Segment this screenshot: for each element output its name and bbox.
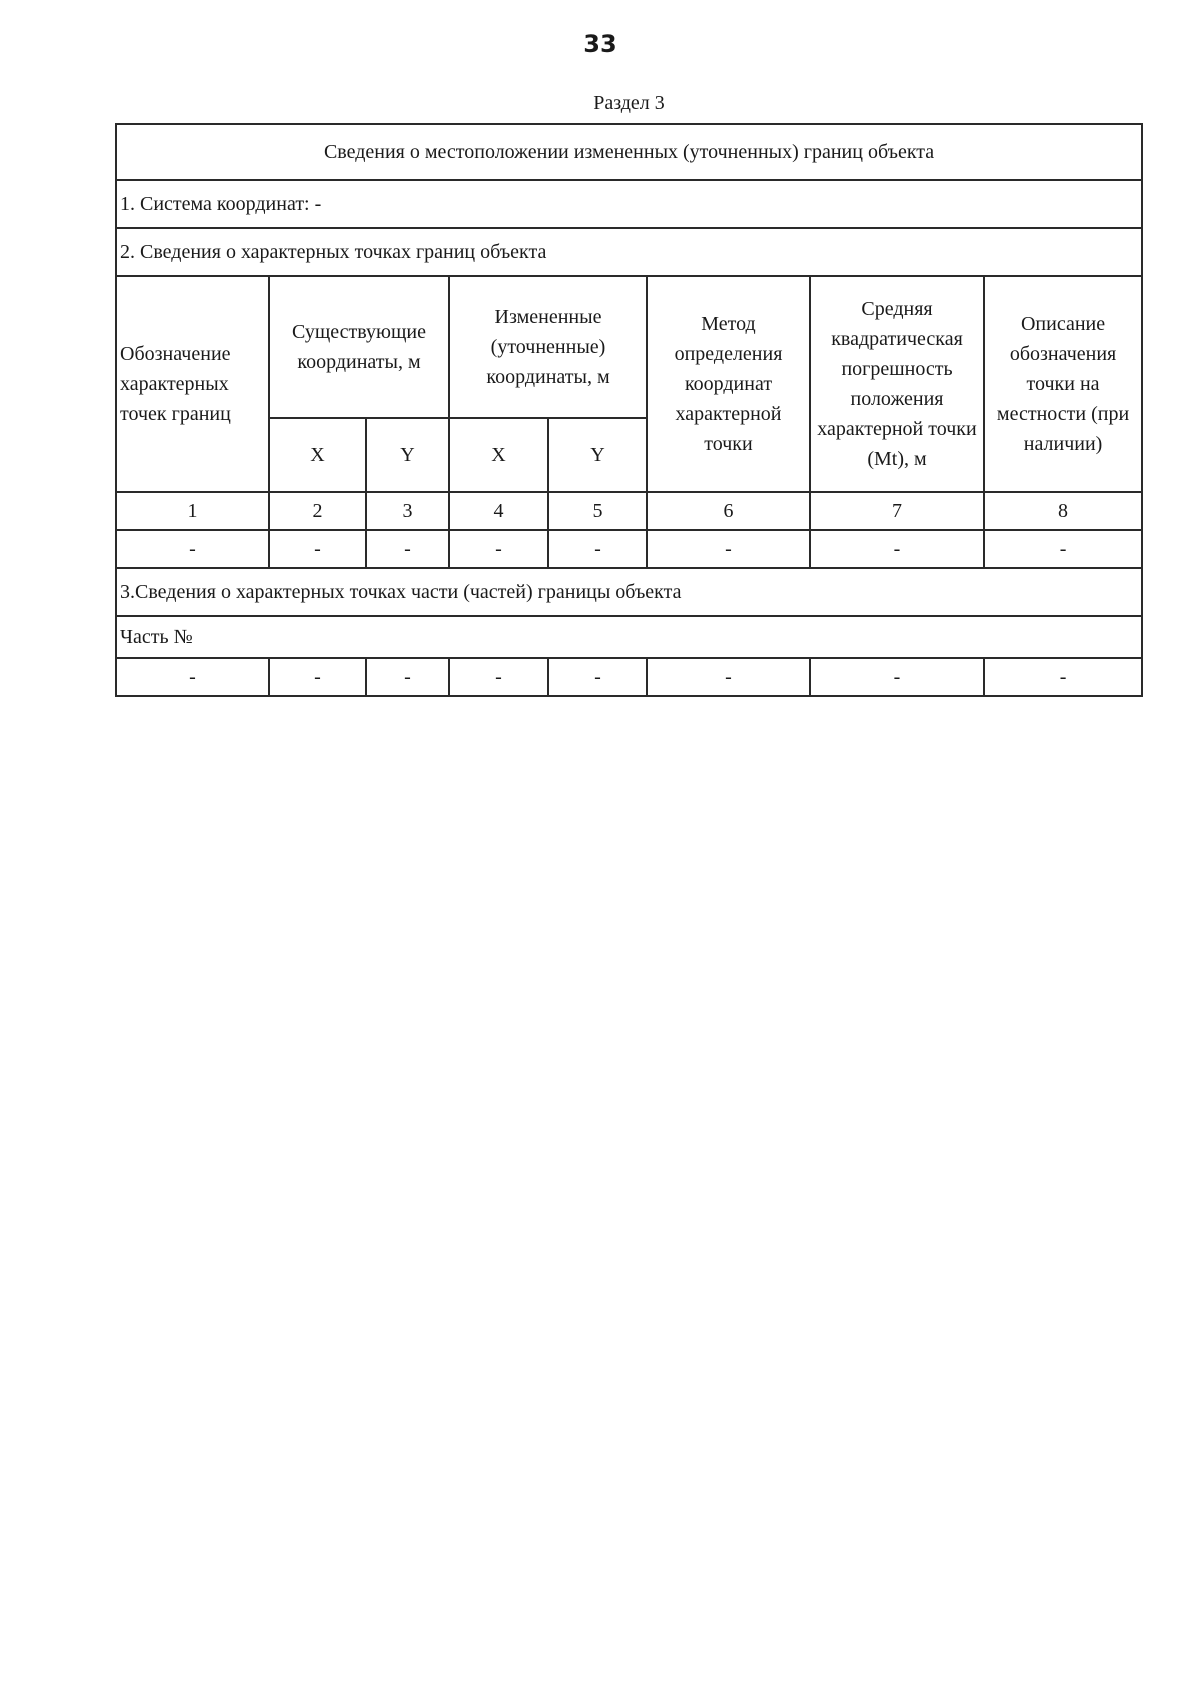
table-row bbox=[116, 658, 1142, 696]
header-existing-x: X bbox=[269, 418, 366, 492]
page-number: 33 bbox=[583, 30, 617, 58]
coordinate-system: 1. Система координат: - bbox=[116, 180, 1142, 228]
header-description: Описание обозначения точки на местности (при наличии) bbox=[984, 276, 1142, 492]
column-number: 3 bbox=[366, 492, 449, 530]
coordinate-system-row bbox=[116, 180, 1142, 228]
header-error: Средняя квадратическая погрешность положения характерной точки (Mt), м bbox=[810, 276, 984, 492]
header-changed-coords: Измененные (уточненные) координаты, м bbox=[449, 276, 647, 418]
table-cell: - bbox=[810, 530, 984, 568]
table-cell: - bbox=[984, 530, 1142, 568]
table-row bbox=[116, 530, 1142, 568]
header-changed-x: X bbox=[449, 418, 548, 492]
column-number: 1 bbox=[116, 492, 269, 530]
column-number: 6 bbox=[647, 492, 810, 530]
header-changed-y: Y bbox=[548, 418, 647, 492]
column-number: 4 bbox=[449, 492, 548, 530]
table-cell: - bbox=[647, 658, 810, 696]
table-cell: - bbox=[810, 658, 984, 696]
table-cell: - bbox=[116, 530, 269, 568]
parts-title-row bbox=[116, 568, 1142, 616]
table-cell: - bbox=[548, 530, 647, 568]
table-cell: - bbox=[269, 658, 366, 696]
section-title: Раздел 3 bbox=[593, 92, 665, 114]
table-cell: - bbox=[449, 530, 548, 568]
header-row bbox=[116, 276, 1142, 418]
table-cell: - bbox=[449, 658, 548, 696]
column-number-row bbox=[116, 492, 1142, 530]
points-title-row bbox=[116, 228, 1142, 276]
header-designation: Обозначение характерных точек границ bbox=[116, 276, 269, 492]
part-label-row bbox=[116, 616, 1142, 658]
part-label: Часть № bbox=[116, 616, 1142, 658]
column-number: 8 bbox=[984, 492, 1142, 530]
header-method: Метод определения координат характерной точки bbox=[647, 276, 810, 492]
table-cell: - bbox=[366, 658, 449, 696]
table-cell: - bbox=[647, 530, 810, 568]
boundary-table bbox=[115, 123, 1143, 697]
points-title: 2. Сведения о характерных точках границ объекта bbox=[116, 228, 1142, 276]
parts-title: 3.Сведения о характерных точках части (частей) границы объекта bbox=[116, 568, 1142, 616]
table-cell: - bbox=[984, 658, 1142, 696]
column-number: 7 bbox=[810, 492, 984, 530]
column-number: 5 bbox=[548, 492, 647, 530]
header-existing-y: Y bbox=[366, 418, 449, 492]
header-existing-coords: Существующие координаты, м bbox=[269, 276, 449, 418]
table-title: Сведения о местоположении измененных (уточненных) границ объекта bbox=[116, 124, 1142, 180]
table-cell: - bbox=[366, 530, 449, 568]
column-number: 2 bbox=[269, 492, 366, 530]
table-cell: - bbox=[116, 658, 269, 696]
table-cell: - bbox=[269, 530, 366, 568]
table-title-row bbox=[116, 124, 1142, 180]
table-cell: - bbox=[548, 658, 647, 696]
